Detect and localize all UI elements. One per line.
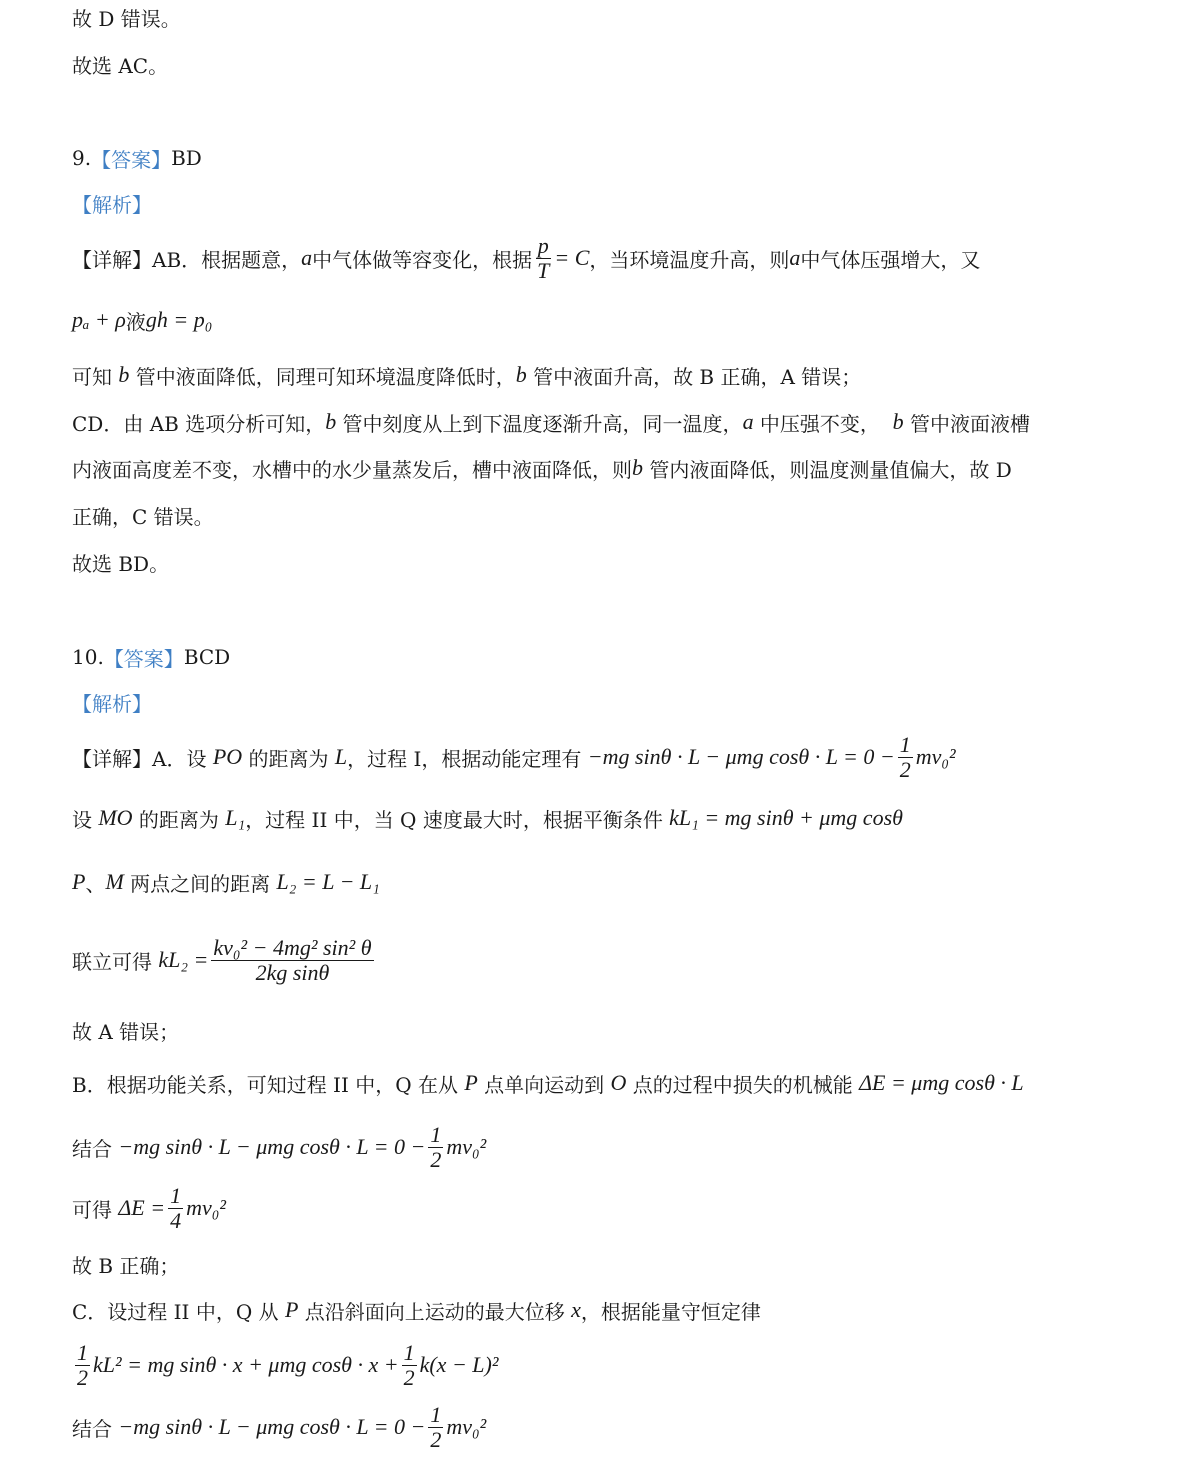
fraction bbox=[898, 733, 913, 782]
math-expression: P bbox=[464, 1070, 478, 1095]
text-span: 点单向运动到 bbox=[477, 1072, 611, 1097]
text-line bbox=[72, 502, 214, 528]
section-label: 【解析】 bbox=[72, 691, 152, 716]
text-line bbox=[72, 731, 956, 782]
text-span: 、 bbox=[85, 871, 106, 896]
text-span: 两点之间的距离 bbox=[123, 871, 277, 896]
math-expression: mv₀² bbox=[446, 1414, 487, 1439]
text-line bbox=[72, 689, 152, 715]
text-span: 故 B 正确； bbox=[72, 1253, 180, 1278]
text-span: 中气体压强增大，又 bbox=[800, 247, 981, 272]
text-span: 故选 AC。 bbox=[72, 53, 169, 78]
text-span: 中压强不变， bbox=[753, 411, 893, 436]
fraction bbox=[75, 1341, 90, 1390]
math-expression: −mg sinθ · L − μmg cosθ · L = 0 − bbox=[118, 1414, 426, 1439]
text-span: 联立可得 bbox=[72, 949, 159, 974]
fraction bbox=[211, 936, 373, 985]
section-label: 【解析】 bbox=[72, 192, 152, 217]
text-line bbox=[72, 934, 377, 985]
math-expression: L bbox=[334, 744, 348, 769]
denominator: 2 bbox=[430, 1146, 442, 1172]
text-line bbox=[72, 644, 230, 670]
text-span: 管中刻度从上到下温度逐渐升高，同一温度， bbox=[336, 411, 743, 436]
math-expression: kL² = mg sinθ · x + μmg cosθ · x + bbox=[93, 1352, 399, 1377]
text-line bbox=[72, 190, 152, 216]
text-line bbox=[72, 1251, 179, 1277]
denominator: 4 bbox=[170, 1207, 182, 1233]
math-expression: L₂ = L − L₁ bbox=[276, 869, 380, 894]
denominator: 2 bbox=[77, 1364, 88, 1390]
text-line bbox=[72, 1401, 487, 1452]
numerator: 1 bbox=[403, 1339, 415, 1365]
text-span: C．设过程 II 中，Q 从 bbox=[72, 1299, 285, 1324]
text-span: 管中液面升高，故 B 正确，A 错误； bbox=[526, 364, 862, 389]
text-span: 中气体做等容变化，根据 bbox=[312, 247, 533, 272]
text-span: 故 A 错误； bbox=[72, 1019, 180, 1044]
text-span: 故 D 错误。 bbox=[72, 6, 181, 31]
text-line bbox=[72, 1339, 499, 1390]
text-line bbox=[72, 1121, 487, 1172]
text-line bbox=[72, 362, 861, 388]
text-line bbox=[72, 51, 168, 77]
text-span: 故选 BD。 bbox=[72, 551, 170, 576]
math-expression: mv₀² bbox=[186, 1195, 226, 1220]
text-line bbox=[72, 232, 981, 283]
math-expression: L₁ bbox=[225, 805, 246, 830]
math-expression: M bbox=[105, 869, 124, 894]
math-expression: x bbox=[571, 1297, 581, 1322]
text-line bbox=[72, 1182, 226, 1233]
text-span: 管中液面液槽 bbox=[903, 411, 1030, 436]
text-span: 点的过程中损失的机械能 bbox=[626, 1072, 860, 1097]
math-expression: a bbox=[301, 245, 313, 270]
text-span: CD．由 AB 选项分析可知， bbox=[72, 411, 326, 436]
text-span: 的距离为 bbox=[242, 746, 335, 771]
math-expression: b bbox=[325, 409, 337, 434]
text-line bbox=[72, 869, 380, 895]
text-span: 内液面高度差不变，水槽中的水少量蒸发后，槽中液面降低，则 bbox=[72, 457, 632, 482]
denominator: 2kg sinθ bbox=[255, 959, 330, 985]
fraction bbox=[402, 1341, 417, 1390]
numerator: 1 bbox=[77, 1339, 88, 1365]
text-span: 【详解】A．设 bbox=[72, 746, 213, 771]
math-expression: kL₂ = bbox=[158, 947, 209, 972]
denominator: T bbox=[537, 257, 550, 283]
text-line bbox=[72, 1070, 1024, 1096]
fraction bbox=[428, 1403, 443, 1452]
numerator: 1 bbox=[899, 731, 911, 757]
text-span: 可得 bbox=[72, 1197, 119, 1222]
math-expression: mv₀² bbox=[446, 1134, 487, 1159]
math-expression: −mg sinθ · L − μmg cosθ · L = 0 − bbox=[118, 1134, 426, 1159]
math-expression: a bbox=[789, 245, 801, 270]
math-expression: k(x − L)² bbox=[419, 1352, 499, 1377]
text-span: BCD bbox=[183, 645, 231, 669]
math-expression: PO bbox=[212, 744, 243, 769]
text-span: BD bbox=[171, 146, 202, 170]
numerator: kv₀² − 4mg² sin² θ bbox=[213, 934, 372, 960]
fraction bbox=[428, 1123, 443, 1172]
text-line bbox=[72, 145, 202, 171]
text-span: 管内液面降低，则温度测量值偏大，故 D bbox=[643, 457, 1012, 482]
text-line bbox=[72, 4, 181, 30]
text-line bbox=[72, 455, 1012, 481]
text-span: 10. bbox=[72, 645, 104, 669]
text-line bbox=[72, 805, 903, 831]
text-span: 可知 bbox=[72, 364, 119, 389]
text-span: 管中液面降低，同理可知环境温度降低时， bbox=[129, 364, 516, 389]
fraction bbox=[535, 234, 551, 283]
text-span: 设 bbox=[72, 807, 99, 832]
math-expression: ΔE = bbox=[118, 1195, 166, 1220]
text-span: 液 bbox=[125, 309, 146, 334]
math-expression: = C bbox=[554, 245, 590, 270]
text-span: ，过程 II 中，当 Q 速度最大时，根据平衡条件 bbox=[245, 807, 670, 832]
math-expression: pₐ + ρ bbox=[72, 307, 126, 332]
text-span: 正确，C 错误。 bbox=[72, 504, 214, 529]
text-line bbox=[72, 1297, 761, 1323]
numerator: p bbox=[537, 232, 549, 258]
math-expression: O bbox=[610, 1070, 627, 1095]
section-label: 【答案】 bbox=[103, 646, 184, 671]
math-expression: b bbox=[632, 455, 643, 480]
fraction bbox=[168, 1184, 183, 1233]
numerator: 1 bbox=[430, 1121, 442, 1147]
math-expression: b bbox=[118, 362, 130, 387]
numerator: 1 bbox=[170, 1182, 182, 1208]
math-expression: a bbox=[742, 409, 754, 434]
math-expression: mv₀² bbox=[915, 744, 956, 769]
numerator: 1 bbox=[430, 1401, 442, 1427]
denominator: 2 bbox=[430, 1426, 442, 1452]
math-expression: P bbox=[72, 869, 86, 894]
math-expression: b bbox=[515, 362, 527, 387]
text-span: ，根据能量守恒定律 bbox=[580, 1299, 761, 1324]
denominator: 2 bbox=[403, 1364, 415, 1390]
text-span: B．根据功能关系，可知过程 II 中，Q 在从 bbox=[72, 1072, 465, 1097]
math-expression: MO bbox=[98, 805, 133, 830]
math-expression: kL₁ = mg sinθ + μmg cosθ bbox=[669, 805, 903, 830]
text-span: ，当环境温度升高，则 bbox=[589, 247, 790, 272]
math-expression: ΔE = μmg cosθ · L bbox=[859, 1070, 1024, 1095]
math-expression: b bbox=[892, 409, 904, 434]
text-span: 9. bbox=[72, 146, 92, 170]
text-span: 结合 bbox=[72, 1416, 119, 1441]
text-line bbox=[72, 549, 169, 575]
text-line bbox=[72, 1017, 179, 1043]
text-span: 的距离为 bbox=[132, 807, 226, 832]
math-expression: gh = p₀ bbox=[145, 307, 213, 332]
text-line bbox=[72, 409, 1030, 435]
text-span: 【详解】AB．根据题意， bbox=[72, 247, 302, 272]
text-span: 结合 bbox=[72, 1136, 119, 1161]
denominator: 2 bbox=[899, 756, 911, 782]
section-label: 【答案】 bbox=[91, 147, 172, 172]
text-span: 点沿斜面向上运动的最大位移 bbox=[298, 1299, 572, 1324]
text-line bbox=[72, 307, 212, 333]
text-span: ，过程 I，根据动能定理有 bbox=[347, 746, 588, 771]
math-expression: P bbox=[284, 1297, 299, 1322]
math-expression: −mg sinθ · L − μmg cosθ · L = 0 − bbox=[587, 744, 895, 769]
